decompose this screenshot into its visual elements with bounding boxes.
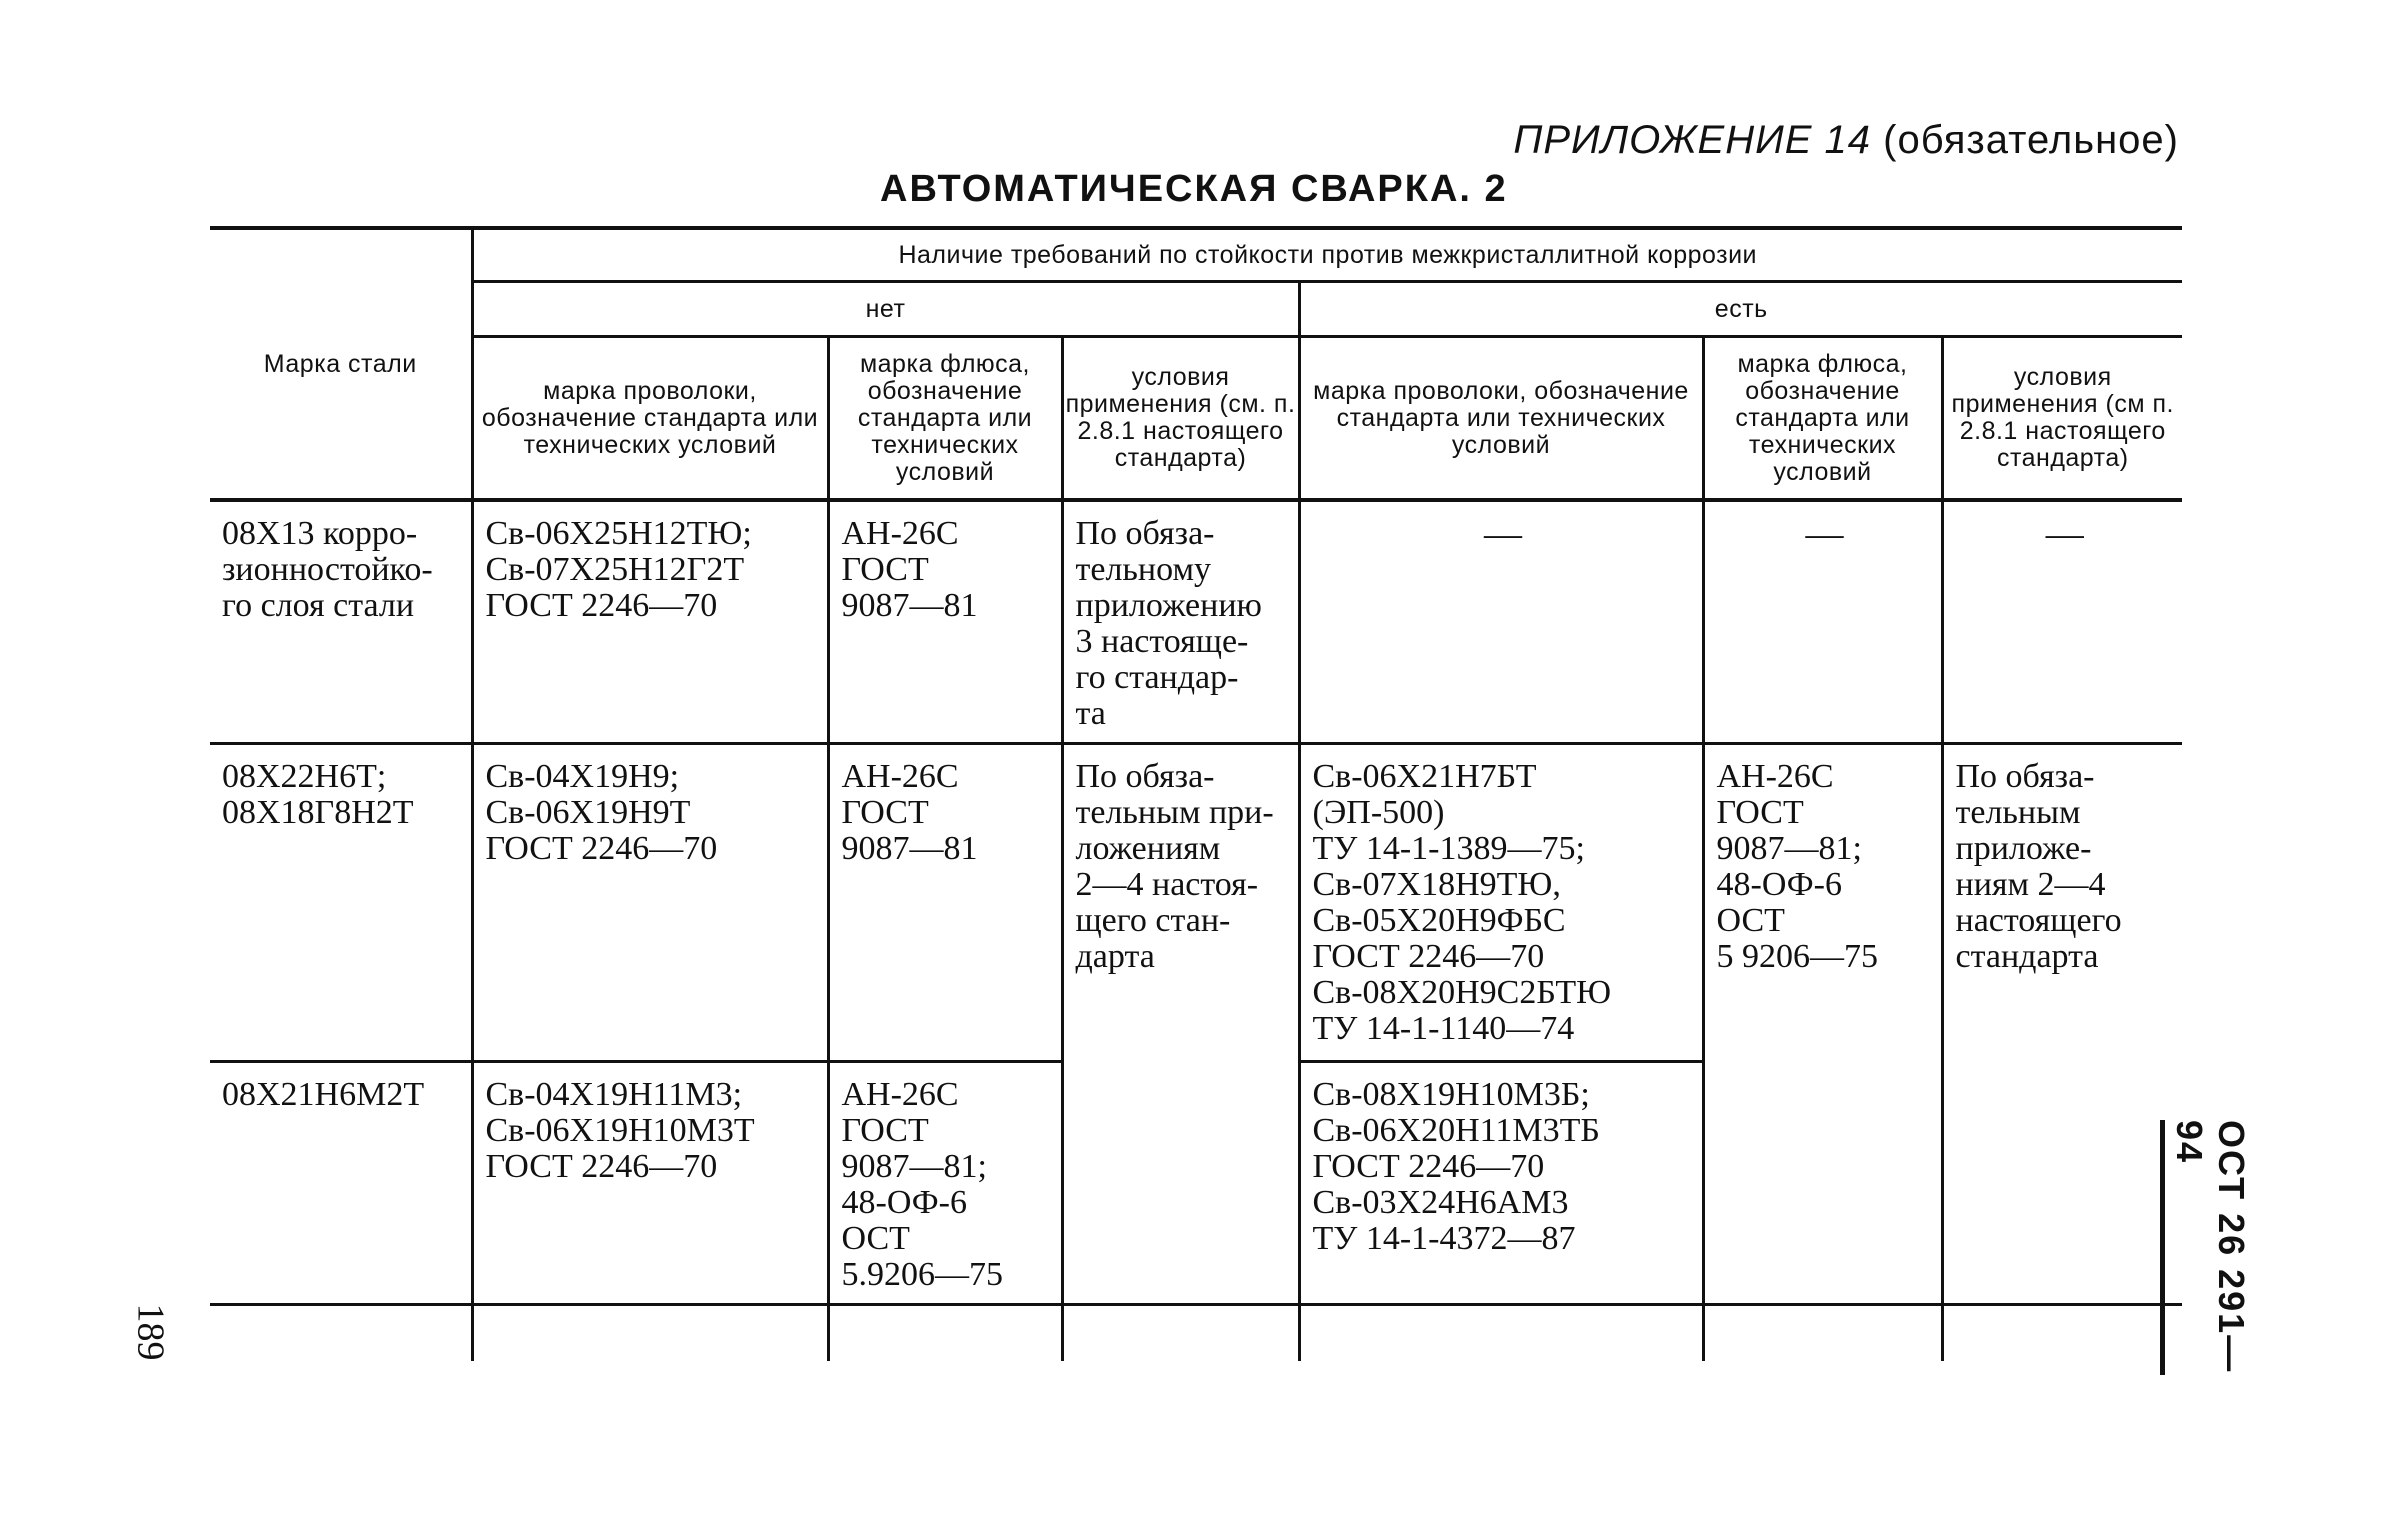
table-row [210,500,2182,744]
cond-no: По обяза- тельным при- ложениям 2—4 настоя- щего стан- дарта [1062,744,1299,1305]
tail-cell [1703,1305,1942,1361]
flux-yes: — [1703,500,1942,744]
standard-code: ОСТ 26 291—94 [2169,1120,2252,1374]
table-row [210,744,2182,1062]
tail-cell [1299,1305,1703,1361]
wire-yes: Св-06Х21Н7БТ (ЭП-500) ТУ 14-1-1389—75; Св-07Х18Н9ТЮ, Св-05Х20Н9ФБС ГОСТ 2246—70 Св-08Х20Н9С2БТЮ ТУ 14-1-1140—74 [1299,744,1703,1062]
subgroup-yes: есть [1299,282,2182,337]
flux-no: АН-26С ГОСТ 9087—81 [828,500,1062,744]
col-flux-no: марка флюса, обозначение стандарта или технических условий [828,337,1062,501]
col-flux-yes: марка флюса, обозначение стандарта или технических условий [1703,337,1942,501]
col-cond-yes: условия применения (см п. 2.8.1 настоящего стандарта) [1942,337,2182,501]
wire-yes: Св-08Х19Н10М3Б; Св-06Х20Н11М3ТБ ГОСТ 2246—70 Св-03Х24Н6АМ3 ТУ 14-1-4372—87 [1299,1062,1703,1305]
side-standard-label [2160,1120,2252,1375]
flux-no: АН-26С ГОСТ 9087—81 [828,744,1062,1062]
steel-grade: 08Х21Н6М2Т [210,1062,472,1305]
steel-header: Марка стали [210,228,472,500]
cond-yes: По обяза- тельным приложе- ниям 2—4 настоящего стандарта [1942,744,2182,1305]
appendix-note: (обязательное) [1883,118,2179,162]
tail-cell [472,1305,828,1361]
flux-no: АН-26С ГОСТ 9087—81; 48-ОФ-6 ОСТ 5.9206—75 [828,1062,1062,1305]
subgroup-no: нет [472,282,1299,337]
tail-cell [828,1305,1062,1361]
tail-cell [1062,1305,1299,1361]
steel-grade: 08Х13 корро- зионностойко- го слоя стали [210,500,472,744]
tail-cell [210,1305,472,1361]
col-wire-no: марка проволоки, обозначение стандарта или технических условий [472,337,828,501]
group-header: Наличие требований по стойкости против межкристаллитной коррозии [472,228,2182,282]
wire-yes: — [1299,500,1703,744]
col-wire-yes: марка проволоки, обозначение стандарта или технических условий [1299,337,1703,501]
wire-no: Св-04Х19Н11М3; Св-06Х19Н10М3Т ГОСТ 2246—70 [472,1062,828,1305]
page-number: 189 [129,1303,172,1361]
appendix-label: ПРИЛОЖЕНИЕ 14 [1513,118,1872,162]
flux-yes: АН-26С ГОСТ 9087—81; 48-ОФ-6 ОСТ 5 9206—75 [1703,744,1942,1305]
table-tail [210,1305,2182,1361]
steel-grade: 08Х22Н6Т; 08Х18Г8Н2Т [210,744,472,1062]
appendix-heading [1513,118,2179,163]
wire-no: Св-06Х25Н12ТЮ; Св-07Х25Н12Г2Т ГОСТ 2246—70 [472,500,828,744]
cond-no: По обяза- тельному приложению 3 настояще- го стандар- та [1062,500,1299,744]
cond-yes: — [1942,500,2182,744]
wire-no: Св-04Х19Н9; Св-06Х19Н9Т ГОСТ 2246—70 [472,744,828,1062]
col-cond-no: условия применения (см. п. 2.8.1 настоящего стандарта) [1062,337,1299,501]
welding-table [210,226,2182,1361]
tail-cell [1942,1305,2182,1361]
side-rule [2160,1120,2165,1375]
page-title: АВТОМАТИЧЕСКАЯ СВАРКА. 2 [880,168,1508,210]
